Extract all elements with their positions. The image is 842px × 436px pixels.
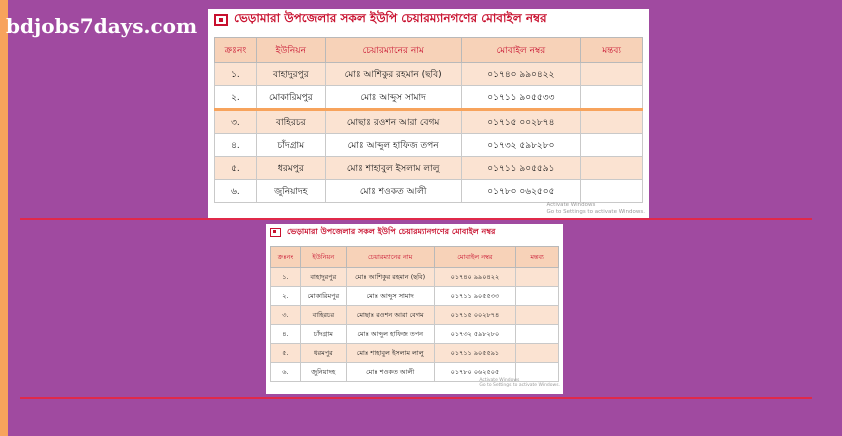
table-header-row [271, 247, 559, 268]
cell-chairman-name: মোঃ শওকত আলী [325, 180, 461, 203]
red-square-bullet-icon [270, 228, 281, 237]
cell-union: চাঁদগ্রাম [256, 134, 325, 157]
cell-remarks [581, 110, 643, 134]
cell-serial: ৪. [271, 325, 301, 344]
table-row [271, 306, 559, 325]
cell-union: ধরমপুর [300, 344, 346, 363]
card-title [266, 224, 563, 240]
cell-mobile: ০১৭৪০ ৯৯০৪২২ [461, 63, 581, 86]
cell-union: ধরমপুর [256, 157, 325, 180]
watermark-line1: Activate Windows [479, 377, 520, 383]
table-title: ভেড়ামারা উপজেলার সকল ইউপি চেয়ারম্যানগণের মোবাইল নম্বর [287, 226, 496, 236]
table-header-row [215, 38, 643, 63]
cell-union: বাহাদুরপুর [300, 268, 346, 287]
table-row [215, 157, 643, 180]
cell-serial: ১. [215, 63, 257, 86]
cell-chairman-name: মোছাঃ রওশন আরা বেগম [346, 306, 434, 325]
watermark-line1: Activate Windows [546, 202, 596, 209]
cell-chairman-name: মোঃ আব্দুল হাফিজ তপন [325, 134, 461, 157]
watermark-line2: Go to Settings to activate Windows. [479, 382, 560, 388]
cell-chairman-name: মোঃ আশিকুর রহমান (ছবি) [346, 268, 434, 287]
divider-line-bottom [20, 397, 812, 399]
header-serial: ক্রঃনং [215, 38, 257, 63]
cell-remarks [581, 63, 643, 86]
table-row [215, 86, 643, 110]
cell-remarks [581, 180, 643, 203]
cell-serial: ১. [271, 268, 301, 287]
cell-mobile: ০১৭৩২ ৫৯৮২৮০ [461, 134, 581, 157]
cell-remarks [516, 306, 559, 325]
chairman-table [214, 37, 643, 203]
cell-serial: ৬. [215, 180, 257, 203]
cell-serial: ৫. [215, 157, 257, 180]
table-row [271, 363, 559, 382]
cell-union: বাহিরচর [300, 306, 346, 325]
cell-union: জুনিয়াদহ [300, 363, 346, 382]
table-row [271, 325, 559, 344]
site-logo: bdjobs7days.com [6, 14, 198, 38]
cell-serial: ২. [271, 287, 301, 306]
header-remarks: মন্তব্য [581, 38, 643, 63]
header-chairman-name: চেয়ারম্যানের নাম [346, 247, 434, 268]
cell-chairman-name: মোঃ আব্দুস সামাদ [325, 86, 461, 110]
cell-serial: ৬. [271, 363, 301, 382]
table-row [215, 180, 643, 203]
cell-mobile: ০১৭৪০ ৯৯০৪২২ [434, 268, 516, 287]
cell-mobile: ০১৭১১ ৯০৫৫৩৩ [461, 86, 581, 110]
table-image-large [208, 9, 649, 218]
header-mobile: মোবাইল নম্বর [434, 247, 516, 268]
card-title [208, 9, 649, 31]
cell-mobile: ০১৭১৫ ০০২৮৭৪ [434, 306, 516, 325]
header-remarks: মন্তব্য [516, 247, 559, 268]
cell-mobile: ০১৭১১ ৯০৫৫৯১ [434, 344, 516, 363]
cell-mobile: ০১৭৮০ ০৬২৫০৫ [434, 363, 516, 382]
cell-chairman-name: মোঃ শাহাবুল ইসলাম লালু [325, 157, 461, 180]
header-chairman-name: চেয়ারম্যানের নাম [325, 38, 461, 63]
cell-union: বাহাদুরপুর [256, 63, 325, 86]
cell-remarks [581, 157, 643, 180]
activation-watermark [546, 202, 645, 215]
cell-mobile: ০১৭১১ ৯০৫৫৩৩ [434, 287, 516, 306]
cell-serial: ৩. [215, 110, 257, 134]
cell-chairman-name: মোঃ শাহাবুল ইসলাম লালু [346, 344, 434, 363]
cell-chairman-name: মোঃ আব্দুস সামাদ [346, 287, 434, 306]
table-row [271, 287, 559, 306]
cell-serial: ৫. [271, 344, 301, 363]
header-mobile: মোবাইল নম্বর [461, 38, 581, 63]
red-square-bullet-icon [214, 14, 228, 26]
cell-serial: ৪. [215, 134, 257, 157]
cell-remarks [516, 325, 559, 344]
table-title: ভেড়ামারা উপজেলার সকল ইউপি চেয়ারম্যানগণের মোবাইল নম্বর [234, 11, 547, 25]
cell-chairman-name: মোঃ শওকত আলী [346, 363, 434, 382]
cell-union: বাহিরচর [256, 110, 325, 134]
cell-remarks [516, 363, 559, 382]
cell-remarks [516, 287, 559, 306]
cell-serial: ৩. [271, 306, 301, 325]
header-union: ইউনিয়ন [300, 247, 346, 268]
cell-union: মোকারিমপুর [256, 86, 325, 110]
table-image-small [266, 224, 563, 394]
cell-union: চাঁদগ্রাম [300, 325, 346, 344]
cell-chairman-name: মোঃ আশিকুর রহমান (ছবি) [325, 63, 461, 86]
table-row [271, 344, 559, 363]
table-row [215, 134, 643, 157]
cell-mobile: ০১৭৩২ ৫৯৮২৮০ [434, 325, 516, 344]
watermark-line2: Go to Settings to activate Windows. [546, 208, 645, 215]
table-row [215, 110, 643, 134]
cell-remarks [581, 134, 643, 157]
cell-union: জুনিয়াদহ [256, 180, 325, 203]
left-edge-strip [0, 0, 8, 436]
table-row [215, 63, 643, 86]
cell-union: মোকারিমপুর [300, 287, 346, 306]
header-union: ইউনিয়ন [256, 38, 325, 63]
cell-mobile: ০১৭১১ ৯০৫৫৯১ [461, 157, 581, 180]
cell-remarks [581, 86, 643, 110]
divider-line-top [20, 218, 812, 220]
table-row [271, 268, 559, 287]
cell-mobile: ০১৭১৫ ০০২৮৭৪ [461, 110, 581, 134]
header-serial: ক্রঃনং [271, 247, 301, 268]
cell-mobile: ০১৭৮০ ০৬২৫০৫ [461, 180, 581, 203]
chairman-table [270, 246, 559, 382]
cell-chairman-name: মোছাঃ রওশন আরা বেগম [325, 110, 461, 134]
cell-remarks [516, 268, 559, 287]
cell-chairman-name: মোঃ আব্দুল হাফিজ তপন [346, 325, 434, 344]
cell-remarks [516, 344, 559, 363]
cell-serial: ২. [215, 86, 257, 110]
